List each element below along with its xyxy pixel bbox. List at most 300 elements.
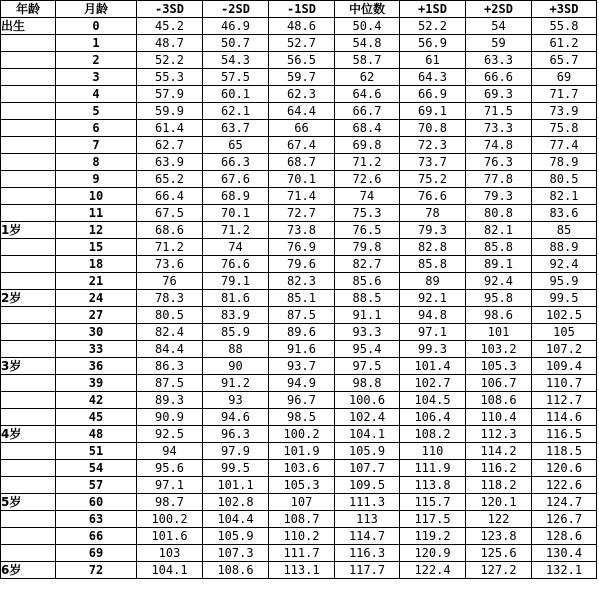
- value-cell: 78.3: [137, 290, 203, 307]
- value-cell: 76.9: [269, 239, 335, 256]
- value-cell: 65: [203, 137, 269, 154]
- value-cell: 127.2: [466, 562, 532, 579]
- value-cell: 106.7: [466, 375, 532, 392]
- value-cell: 97.1: [400, 324, 466, 341]
- age-cell: [1, 324, 56, 341]
- value-cell: 72.6: [335, 171, 400, 188]
- value-cell: 89.1: [466, 256, 532, 273]
- value-cell: 123.8: [466, 528, 532, 545]
- table-row: [1, 409, 597, 426]
- table-row: [1, 154, 597, 171]
- value-cell: 88.9: [532, 239, 597, 256]
- value-cell: 82.1: [466, 222, 532, 239]
- value-cell: 119.2: [400, 528, 466, 545]
- value-cell: 120.1: [466, 494, 532, 511]
- value-cell: 101: [466, 324, 532, 341]
- month-cell: 60: [56, 494, 137, 511]
- value-cell: 116.5: [532, 426, 597, 443]
- value-cell: 79.8: [335, 239, 400, 256]
- value-cell: 56.9: [400, 35, 466, 52]
- value-cell: 90.9: [137, 409, 203, 426]
- month-cell: 45: [56, 409, 137, 426]
- value-cell: 71.2: [203, 222, 269, 239]
- value-cell: 76.3: [466, 154, 532, 171]
- value-cell: 116.2: [466, 460, 532, 477]
- value-cell: 107: [269, 494, 335, 511]
- value-cell: 66.7: [335, 103, 400, 120]
- value-cell: 105: [532, 324, 597, 341]
- value-cell: 52.7: [269, 35, 335, 52]
- value-cell: 104.1: [137, 562, 203, 579]
- value-cell: 96.3: [203, 426, 269, 443]
- value-cell: 122: [466, 511, 532, 528]
- age-cell: [1, 528, 56, 545]
- age-cell: 5岁: [1, 494, 56, 511]
- table-row: [1, 562, 597, 579]
- value-cell: 116.3: [335, 545, 400, 562]
- age-cell: [1, 409, 56, 426]
- value-cell: 114.6: [532, 409, 597, 426]
- age-cell: [1, 545, 56, 562]
- value-cell: 67.5: [137, 205, 203, 222]
- age-cell: [1, 443, 56, 460]
- value-cell: 63.3: [466, 52, 532, 69]
- value-cell: 82.1: [532, 188, 597, 205]
- value-cell: 70.8: [400, 120, 466, 137]
- value-cell: 104.5: [400, 392, 466, 409]
- value-cell: 68.6: [137, 222, 203, 239]
- month-cell: 48: [56, 426, 137, 443]
- value-cell: 75.8: [532, 120, 597, 137]
- value-cell: 81.6: [203, 290, 269, 307]
- month-cell: 27: [56, 307, 137, 324]
- value-cell: 63.9: [137, 154, 203, 171]
- header-month: 月龄: [56, 1, 137, 18]
- value-cell: 98.8: [335, 375, 400, 392]
- value-cell: 87.5: [137, 375, 203, 392]
- value-cell: 125.6: [466, 545, 532, 562]
- month-cell: 10: [56, 188, 137, 205]
- value-cell: 56.5: [269, 52, 335, 69]
- table-row: [1, 103, 597, 120]
- age-cell: [1, 307, 56, 324]
- value-cell: 77.8: [466, 171, 532, 188]
- value-cell: 61.2: [532, 35, 597, 52]
- value-cell: 95.6: [137, 460, 203, 477]
- table-row: [1, 35, 597, 52]
- value-cell: 73.3: [466, 120, 532, 137]
- value-cell: 107.7: [335, 460, 400, 477]
- value-cell: 88: [203, 341, 269, 358]
- value-cell: 75.2: [400, 171, 466, 188]
- value-cell: 66: [269, 120, 335, 137]
- value-cell: 130.4: [532, 545, 597, 562]
- value-cell: 68.4: [335, 120, 400, 137]
- table-row: [1, 18, 597, 35]
- month-cell: 24: [56, 290, 137, 307]
- value-cell: 46.9: [203, 18, 269, 35]
- table-row: [1, 375, 597, 392]
- month-cell: 6: [56, 120, 137, 137]
- age-cell: 4岁: [1, 426, 56, 443]
- age-cell: [1, 52, 56, 69]
- value-cell: 69.8: [335, 137, 400, 154]
- value-cell: 61: [400, 52, 466, 69]
- header-minus3sd: -3SD: [137, 1, 203, 18]
- value-cell: 86.3: [137, 358, 203, 375]
- value-cell: 48.6: [269, 18, 335, 35]
- month-cell: 30: [56, 324, 137, 341]
- value-cell: 88.5: [335, 290, 400, 307]
- header-median: 中位数: [335, 1, 400, 18]
- age-cell: [1, 511, 56, 528]
- value-cell: 74: [335, 188, 400, 205]
- value-cell: 80.8: [466, 205, 532, 222]
- table-row: [1, 290, 597, 307]
- table-row: [1, 120, 597, 137]
- table-row: [1, 137, 597, 154]
- header-plus2sd: +2SD: [466, 1, 532, 18]
- value-cell: 113: [335, 511, 400, 528]
- table-row: [1, 494, 597, 511]
- value-cell: 70.1: [269, 171, 335, 188]
- header-plus3sd: +3SD: [532, 1, 597, 18]
- value-cell: 85.9: [203, 324, 269, 341]
- value-cell: 60.1: [203, 86, 269, 103]
- value-cell: 69: [532, 69, 597, 86]
- value-cell: 85: [532, 222, 597, 239]
- age-cell: [1, 120, 56, 137]
- value-cell: 98.7: [137, 494, 203, 511]
- value-cell: 105.9: [203, 528, 269, 545]
- value-cell: 114.7: [335, 528, 400, 545]
- month-cell: 3: [56, 69, 137, 86]
- value-cell: 79.1: [203, 273, 269, 290]
- month-cell: 0: [56, 18, 137, 35]
- value-cell: 95.4: [335, 341, 400, 358]
- month-cell: 33: [56, 341, 137, 358]
- value-cell: 102.8: [203, 494, 269, 511]
- value-cell: 69.1: [400, 103, 466, 120]
- value-cell: 101.9: [269, 443, 335, 460]
- value-cell: 62.7: [137, 137, 203, 154]
- value-cell: 71.4: [269, 188, 335, 205]
- value-cell: 92.1: [400, 290, 466, 307]
- value-cell: 75.3: [335, 205, 400, 222]
- value-cell: 85.6: [335, 273, 400, 290]
- value-cell: 65.7: [532, 52, 597, 69]
- table-row: [1, 307, 597, 324]
- value-cell: 94.9: [269, 375, 335, 392]
- value-cell: 124.7: [532, 494, 597, 511]
- month-cell: 72: [56, 562, 137, 579]
- value-cell: 76.5: [335, 222, 400, 239]
- month-cell: 39: [56, 375, 137, 392]
- value-cell: 101.4: [400, 358, 466, 375]
- month-cell: 54: [56, 460, 137, 477]
- header-minus2sd: -2SD: [203, 1, 269, 18]
- value-cell: 113.1: [269, 562, 335, 579]
- month-cell: 15: [56, 239, 137, 256]
- value-cell: 114.2: [466, 443, 532, 460]
- value-cell: 105.9: [335, 443, 400, 460]
- month-cell: 66: [56, 528, 137, 545]
- month-cell: 12: [56, 222, 137, 239]
- age-cell: [1, 205, 56, 222]
- value-cell: 126.7: [532, 511, 597, 528]
- age-cell: [1, 256, 56, 273]
- value-cell: 87.5: [269, 307, 335, 324]
- value-cell: 113.8: [400, 477, 466, 494]
- table-row: [1, 341, 597, 358]
- table-row: [1, 392, 597, 409]
- table-row: [1, 460, 597, 477]
- value-cell: 94.6: [203, 409, 269, 426]
- value-cell: 110: [400, 443, 466, 460]
- value-cell: 98.6: [466, 307, 532, 324]
- value-cell: 73.9: [532, 103, 597, 120]
- value-cell: 85.8: [400, 256, 466, 273]
- age-cell: [1, 477, 56, 494]
- value-cell: 52.2: [400, 18, 466, 35]
- table-row: [1, 52, 597, 69]
- value-cell: 97.5: [335, 358, 400, 375]
- value-cell: 52.2: [137, 52, 203, 69]
- value-cell: 108.2: [400, 426, 466, 443]
- month-cell: 4: [56, 86, 137, 103]
- month-cell: 57: [56, 477, 137, 494]
- value-cell: 79.3: [466, 188, 532, 205]
- month-cell: 63: [56, 511, 137, 528]
- value-cell: 89.3: [137, 392, 203, 409]
- value-cell: 54.3: [203, 52, 269, 69]
- value-cell: 132.1: [532, 562, 597, 579]
- value-cell: 96.7: [269, 392, 335, 409]
- value-cell: 54: [466, 18, 532, 35]
- table-row: [1, 511, 597, 528]
- value-cell: 79.3: [400, 222, 466, 239]
- value-cell: 79.6: [269, 256, 335, 273]
- value-cell: 45.2: [137, 18, 203, 35]
- age-cell: [1, 392, 56, 409]
- age-cell: 出生: [1, 18, 56, 35]
- value-cell: 115.7: [400, 494, 466, 511]
- value-cell: 55.8: [532, 18, 597, 35]
- value-cell: 93.7: [269, 358, 335, 375]
- value-cell: 102.5: [532, 307, 597, 324]
- age-cell: [1, 341, 56, 358]
- table-row: [1, 426, 597, 443]
- value-cell: 105.3: [269, 477, 335, 494]
- value-cell: 64.4: [269, 103, 335, 120]
- value-cell: 85.1: [269, 290, 335, 307]
- age-cell: [1, 154, 56, 171]
- value-cell: 63.7: [203, 120, 269, 137]
- value-cell: 110.2: [269, 528, 335, 545]
- value-cell: 80.5: [137, 307, 203, 324]
- value-cell: 59.9: [137, 103, 203, 120]
- month-cell: 9: [56, 171, 137, 188]
- value-cell: 82.3: [269, 273, 335, 290]
- table-row: [1, 69, 597, 86]
- table-row: [1, 273, 597, 290]
- value-cell: 54.8: [335, 35, 400, 52]
- value-cell: 117.7: [335, 562, 400, 579]
- value-cell: 93.3: [335, 324, 400, 341]
- value-cell: 84.4: [137, 341, 203, 358]
- table-body: [1, 18, 597, 579]
- table-row: [1, 545, 597, 562]
- value-cell: 61.4: [137, 120, 203, 137]
- value-cell: 100.6: [335, 392, 400, 409]
- value-cell: 99.5: [532, 290, 597, 307]
- value-cell: 102.4: [335, 409, 400, 426]
- value-cell: 111.7: [269, 545, 335, 562]
- value-cell: 110.4: [466, 409, 532, 426]
- value-cell: 94.8: [400, 307, 466, 324]
- table-row: [1, 205, 597, 222]
- header-row: [1, 1, 597, 18]
- value-cell: 65.2: [137, 171, 203, 188]
- value-cell: 112.7: [532, 392, 597, 409]
- value-cell: 104.4: [203, 511, 269, 528]
- value-cell: 80.5: [532, 171, 597, 188]
- age-cell: [1, 188, 56, 205]
- value-cell: 59.7: [269, 69, 335, 86]
- value-cell: 107.2: [532, 341, 597, 358]
- value-cell: 73.8: [269, 222, 335, 239]
- value-cell: 98.5: [269, 409, 335, 426]
- value-cell: 78.9: [532, 154, 597, 171]
- age-cell: [1, 460, 56, 477]
- value-cell: 111.9: [400, 460, 466, 477]
- month-cell: 11: [56, 205, 137, 222]
- value-cell: 64.6: [335, 86, 400, 103]
- value-cell: 99.5: [203, 460, 269, 477]
- value-cell: 93: [203, 392, 269, 409]
- value-cell: 68.9: [203, 188, 269, 205]
- value-cell: 100.2: [137, 511, 203, 528]
- value-cell: 91.1: [335, 307, 400, 324]
- value-cell: 66.9: [400, 86, 466, 103]
- value-cell: 76.6: [203, 256, 269, 273]
- header-minus1sd: -1SD: [269, 1, 335, 18]
- value-cell: 91.6: [269, 341, 335, 358]
- value-cell: 82.7: [335, 256, 400, 273]
- value-cell: 89.6: [269, 324, 335, 341]
- table-row: [1, 528, 597, 545]
- value-cell: 82.4: [137, 324, 203, 341]
- header-plus1sd: +1SD: [400, 1, 466, 18]
- age-cell: [1, 137, 56, 154]
- value-cell: 57.5: [203, 69, 269, 86]
- age-cell: 6岁: [1, 562, 56, 579]
- value-cell: 76.6: [400, 188, 466, 205]
- month-cell: 69: [56, 545, 137, 562]
- month-cell: 36: [56, 358, 137, 375]
- value-cell: 91.2: [203, 375, 269, 392]
- age-cell: 2岁: [1, 290, 56, 307]
- value-cell: 90: [203, 358, 269, 375]
- table-row: [1, 86, 597, 103]
- value-cell: 92.5: [137, 426, 203, 443]
- value-cell: 62.3: [269, 86, 335, 103]
- value-cell: 106.4: [400, 409, 466, 426]
- value-cell: 59: [466, 35, 532, 52]
- month-cell: 5: [56, 103, 137, 120]
- month-cell: 7: [56, 137, 137, 154]
- value-cell: 101.1: [203, 477, 269, 494]
- value-cell: 78: [400, 205, 466, 222]
- value-cell: 111.3: [335, 494, 400, 511]
- value-cell: 58.7: [335, 52, 400, 69]
- value-cell: 107.3: [203, 545, 269, 562]
- month-cell: 8: [56, 154, 137, 171]
- age-cell: [1, 86, 56, 103]
- value-cell: 71.2: [137, 239, 203, 256]
- header-age: 年龄: [1, 1, 56, 18]
- age-cell: [1, 69, 56, 86]
- value-cell: 82.8: [400, 239, 466, 256]
- table-row: [1, 324, 597, 341]
- value-cell: 57.9: [137, 86, 203, 103]
- value-cell: 55.3: [137, 69, 203, 86]
- value-cell: 62: [335, 69, 400, 86]
- value-cell: 103.2: [466, 341, 532, 358]
- value-cell: 62.1: [203, 103, 269, 120]
- value-cell: 94: [137, 443, 203, 460]
- age-cell: [1, 171, 56, 188]
- value-cell: 122.6: [532, 477, 597, 494]
- age-cell: [1, 239, 56, 256]
- value-cell: 67.4: [269, 137, 335, 154]
- value-cell: 117.5: [400, 511, 466, 528]
- value-cell: 50.4: [335, 18, 400, 35]
- value-cell: 97.1: [137, 477, 203, 494]
- table-row: [1, 443, 597, 460]
- value-cell: 83.9: [203, 307, 269, 324]
- value-cell: 89: [400, 273, 466, 290]
- value-cell: 71.7: [532, 86, 597, 103]
- value-cell: 92.4: [532, 256, 597, 273]
- value-cell: 102.7: [400, 375, 466, 392]
- value-cell: 83.6: [532, 205, 597, 222]
- value-cell: 108.6: [203, 562, 269, 579]
- value-cell: 74.8: [466, 137, 532, 154]
- value-cell: 120.6: [532, 460, 597, 477]
- value-cell: 128.6: [532, 528, 597, 545]
- month-cell: 21: [56, 273, 137, 290]
- value-cell: 99.3: [400, 341, 466, 358]
- table-row: [1, 477, 597, 494]
- value-cell: 109.4: [532, 358, 597, 375]
- month-cell: 2: [56, 52, 137, 69]
- value-cell: 110.7: [532, 375, 597, 392]
- table-row: [1, 222, 597, 239]
- value-cell: 68.7: [269, 154, 335, 171]
- value-cell: 72.3: [400, 137, 466, 154]
- value-cell: 64.3: [400, 69, 466, 86]
- value-cell: 92.4: [466, 273, 532, 290]
- value-cell: 50.7: [203, 35, 269, 52]
- age-cell: [1, 273, 56, 290]
- value-cell: 108.6: [466, 392, 532, 409]
- table-row: [1, 188, 597, 205]
- value-cell: 72.7: [269, 205, 335, 222]
- month-cell: 51: [56, 443, 137, 460]
- value-cell: 122.4: [400, 562, 466, 579]
- value-cell: 103.6: [269, 460, 335, 477]
